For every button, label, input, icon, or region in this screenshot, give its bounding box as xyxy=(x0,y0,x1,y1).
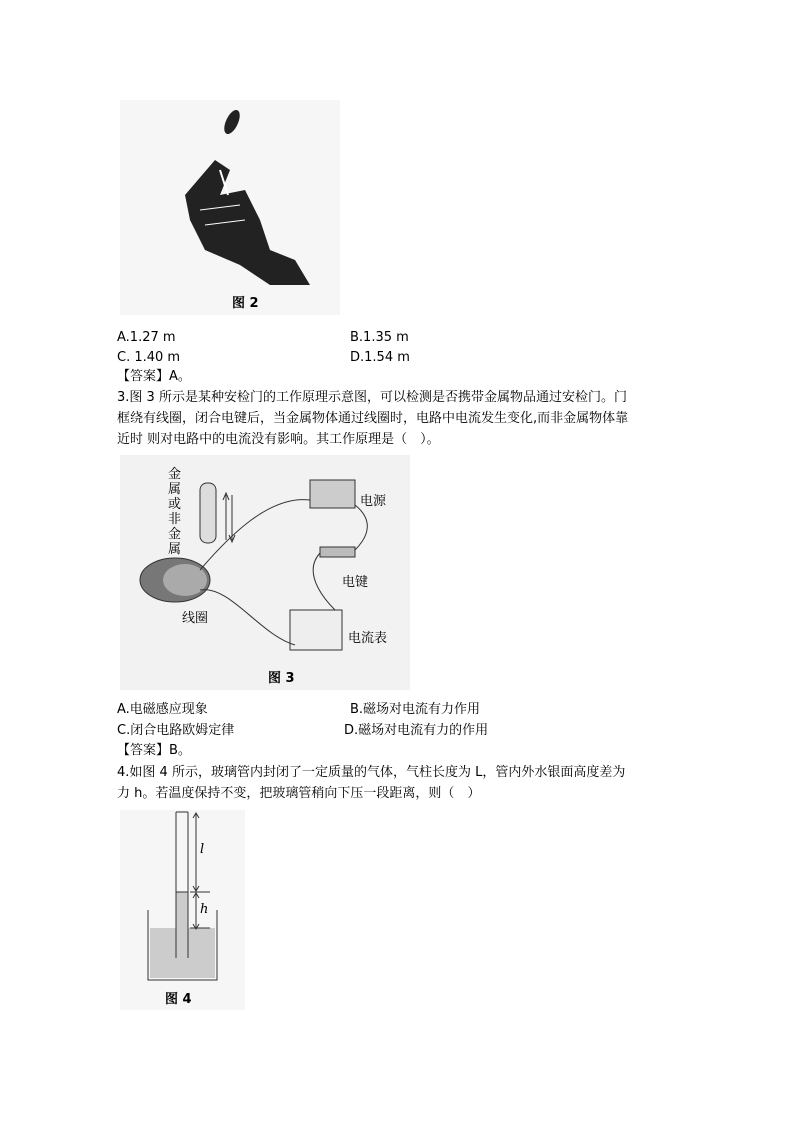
question-4-line-2: 力 h。若温度保持不变，把玻璃管稍向下压一段距离，则（ ） xyxy=(117,786,481,801)
label-h: h xyxy=(200,902,209,917)
figure-2 xyxy=(120,100,340,315)
option-d: D.磁场对电流有力的作用 xyxy=(344,723,489,738)
figure-2-caption: 图 2 xyxy=(232,296,259,311)
question-4-line-1: 4.如图 4 所示，玻璃管内封闭了一定质量的气体，气柱长度为 L，管内外水银面高度差为 xyxy=(117,765,626,780)
label-power: 电源 xyxy=(360,494,387,509)
option-a: A.1.27 m xyxy=(117,330,176,345)
option-b: B.1.35 m xyxy=(350,330,409,345)
label-l: l xyxy=(200,842,205,857)
option-d: D.1.54 m xyxy=(350,350,410,365)
label-switch: 电键 xyxy=(342,575,369,590)
hand-flipping-coin-illustration xyxy=(120,100,340,315)
question-3-line-2: 框绕有线圈，闭合电键后，当金属物体通过线圈时，电路中电流发生变化,而非金属物体靠 xyxy=(117,411,629,426)
answer: 【答案】B。 xyxy=(117,743,191,758)
figure-3 xyxy=(120,455,410,690)
question-3-line-1: 3.图 3 所示是某种安检门的工作原理示意图，可以检测是否携带金属物品通过安检门。门 xyxy=(117,390,627,405)
answer: 【答案】A。 xyxy=(117,369,191,384)
figure-4 xyxy=(120,810,245,1010)
option-c: C. 1.40 m xyxy=(117,350,181,365)
label-metal: 金属或非金属 xyxy=(168,467,182,557)
option-c: C.闭合电路欧姆定律 xyxy=(117,723,235,738)
option-a: A.电磁感应现象 xyxy=(117,702,208,717)
label-coil: 线圈 xyxy=(182,611,209,626)
label-ammeter: 电流表 xyxy=(348,631,388,646)
option-b: B.磁场对电流有力作用 xyxy=(350,702,481,717)
question-3-line-3: 近时 则对电路中的电流没有影响。其工作原理是（ ）。 xyxy=(117,432,440,447)
glass-tube-mercury-diagram xyxy=(120,810,245,1010)
figure-3-caption: 图 3 xyxy=(268,671,295,686)
figure-4-caption: 图 4 xyxy=(165,992,192,1007)
